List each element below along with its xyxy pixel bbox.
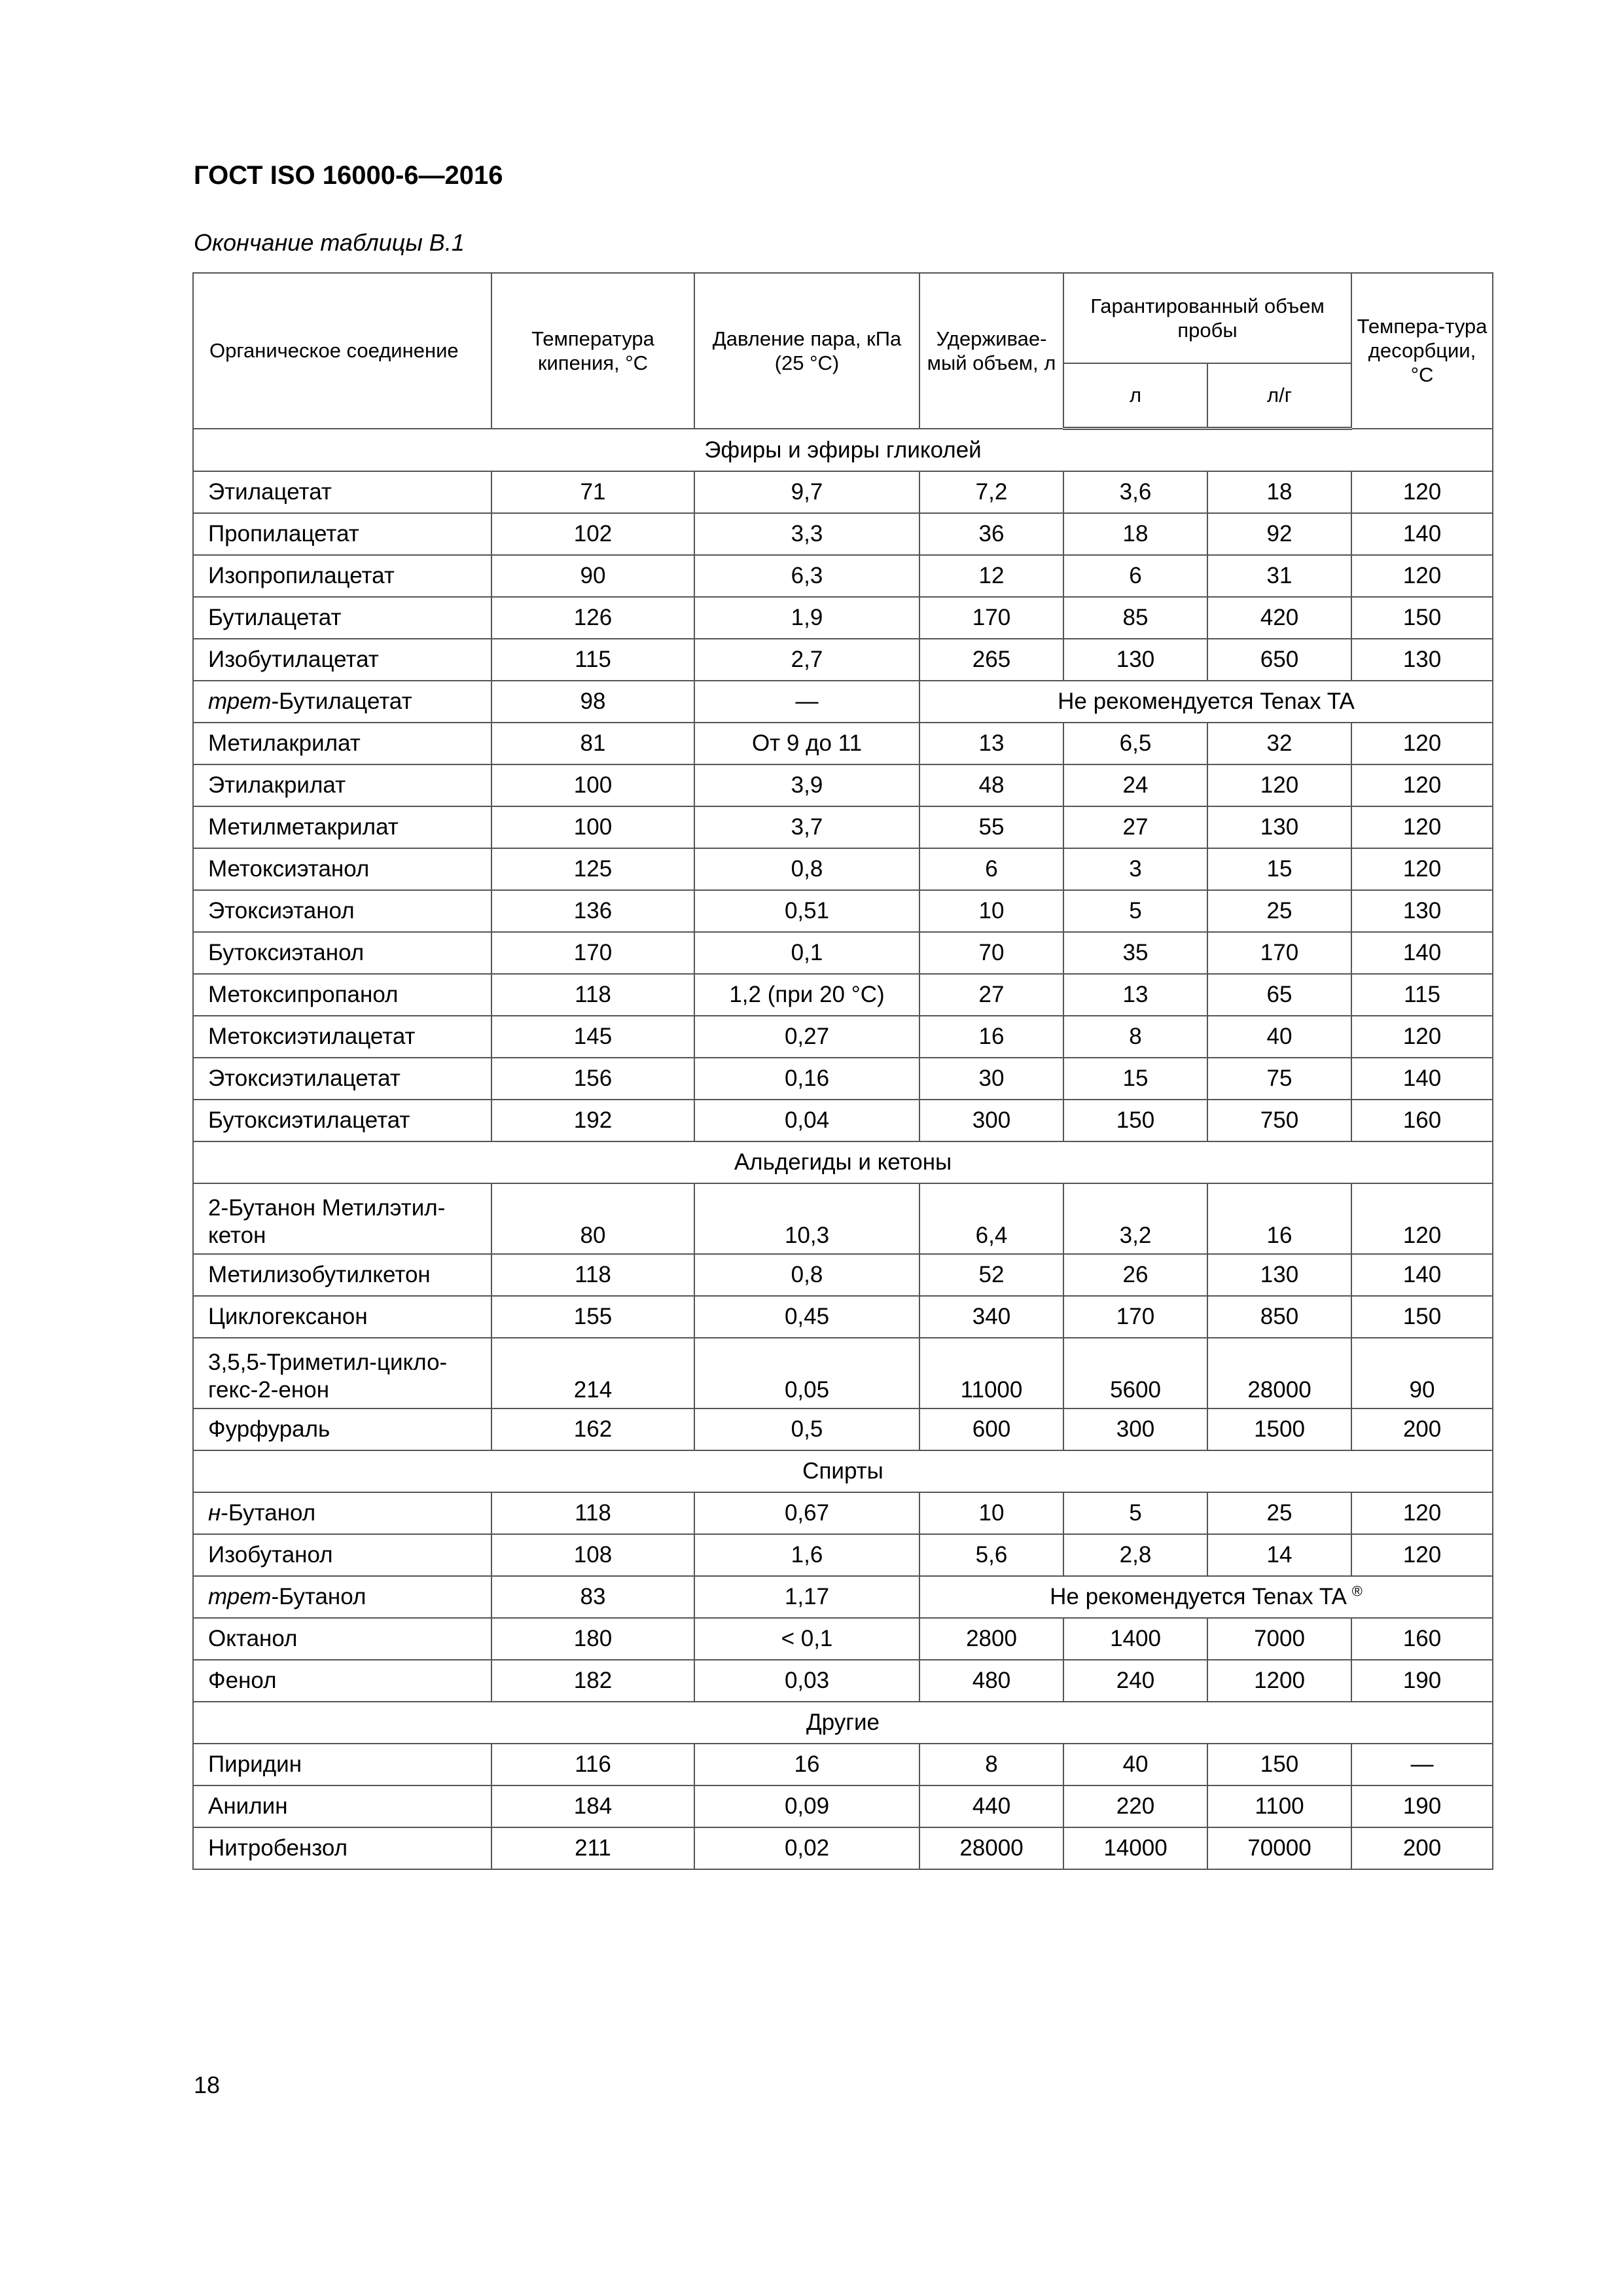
volume-lg-cell: 25 bbox=[1207, 890, 1351, 932]
volume-l-cell: 18 bbox=[1063, 513, 1207, 555]
compound-name bbox=[193, 723, 491, 764]
table-row bbox=[193, 1576, 1493, 1618]
compound-label: Октанол bbox=[208, 1626, 298, 1651]
compound-name bbox=[193, 848, 491, 890]
boiling-point-cell: 102 bbox=[491, 513, 694, 555]
retention-volume-cell: 170 bbox=[919, 597, 1063, 639]
volume-lg-cell: 1500 bbox=[1207, 1408, 1351, 1450]
boiling-point-cell: 118 bbox=[491, 1254, 694, 1296]
volume-lg-cell: 75 bbox=[1207, 1058, 1351, 1100]
header-guaranteed-volume: Гарантированный объем пробы bbox=[1063, 273, 1351, 363]
volume-l-cell: 220 bbox=[1063, 1785, 1207, 1827]
vapor-pressure-cell: 2,7 bbox=[694, 639, 919, 681]
section-title: Спирты bbox=[193, 1450, 1493, 1492]
header-volume-l: л bbox=[1063, 363, 1207, 429]
compound-name bbox=[193, 681, 491, 723]
retention-volume-cell: 10 bbox=[919, 890, 1063, 932]
boiling-point-cell: 211 bbox=[491, 1827, 694, 1869]
desorption-temp-cell: 150 bbox=[1351, 1296, 1493, 1338]
volume-lg-cell: 16 bbox=[1207, 1183, 1351, 1254]
table-row bbox=[193, 555, 1493, 597]
volume-l-cell: 300 bbox=[1063, 1408, 1207, 1450]
compound-name bbox=[193, 471, 491, 513]
compound-name bbox=[193, 764, 491, 806]
compound-label: Метилакрилат bbox=[208, 730, 361, 756]
boiling-point-cell: 155 bbox=[491, 1296, 694, 1338]
vapor-pressure-cell: 0,02 bbox=[694, 1827, 919, 1869]
boiling-point-cell: 100 bbox=[491, 806, 694, 848]
volume-l-cell: 5 bbox=[1063, 1492, 1207, 1534]
desorption-temp-cell: 115 bbox=[1351, 974, 1493, 1016]
volume-lg-cell: 170 bbox=[1207, 932, 1351, 974]
boiling-point-cell: 116 bbox=[491, 1744, 694, 1785]
note-cell bbox=[919, 681, 1493, 723]
volume-lg-cell: 28000 bbox=[1207, 1338, 1351, 1408]
volume-lg-cell: 15 bbox=[1207, 848, 1351, 890]
table-row bbox=[193, 1827, 1493, 1869]
compound-label: Этилакрилат bbox=[208, 772, 346, 798]
compound-label: Циклогексанон bbox=[208, 1304, 368, 1329]
desorption-temp-cell: 190 bbox=[1351, 1785, 1493, 1827]
volume-l-cell: 3,6 bbox=[1063, 471, 1207, 513]
desorption-temp-cell: 120 bbox=[1351, 555, 1493, 597]
section-row bbox=[193, 429, 1493, 472]
compound-label: 3,5,5-Триметил-цикло-гекс-2-енон bbox=[208, 1350, 448, 1403]
vapor-pressure-cell: 9,7 bbox=[694, 471, 919, 513]
compound-name bbox=[193, 1183, 491, 1254]
vapor-pressure-cell: 0,09 bbox=[694, 1785, 919, 1827]
vapor-pressure-cell: 0,67 bbox=[694, 1492, 919, 1534]
compound-label: Нитробензол bbox=[208, 1835, 348, 1861]
table-row bbox=[193, 513, 1493, 555]
vapor-pressure-cell: 0,27 bbox=[694, 1016, 919, 1058]
retention-volume-cell: 440 bbox=[919, 1785, 1063, 1827]
desorption-temp-cell: 90 bbox=[1351, 1338, 1493, 1408]
volume-l-cell: 150 bbox=[1063, 1100, 1207, 1141]
vapor-pressure-cell: От 9 до 11 bbox=[694, 723, 919, 764]
compound-name bbox=[193, 1744, 491, 1785]
desorption-temp-cell: 150 bbox=[1351, 597, 1493, 639]
compound-prefix: трет bbox=[208, 689, 272, 714]
desorption-temp-cell: 130 bbox=[1351, 639, 1493, 681]
volume-l-cell: 2,8 bbox=[1063, 1534, 1207, 1576]
compound-label: Этоксиэтанол bbox=[208, 898, 355, 924]
compound-label: Метилизобутилкетон bbox=[208, 1262, 431, 1287]
desorption-temp-cell: 120 bbox=[1351, 471, 1493, 513]
vapor-pressure-cell: < 0,1 bbox=[694, 1618, 919, 1660]
boiling-point-cell: 184 bbox=[491, 1785, 694, 1827]
vapor-pressure-cell: 3,7 bbox=[694, 806, 919, 848]
table-row bbox=[193, 848, 1493, 890]
volume-l-cell: 27 bbox=[1063, 806, 1207, 848]
volume-l-cell: 1400 bbox=[1063, 1618, 1207, 1660]
desorption-temp-cell: 140 bbox=[1351, 1058, 1493, 1100]
volume-lg-cell: 120 bbox=[1207, 764, 1351, 806]
desorption-temp-cell: 140 bbox=[1351, 513, 1493, 555]
volume-lg-cell: 18 bbox=[1207, 471, 1351, 513]
volume-l-cell: 40 bbox=[1063, 1744, 1207, 1785]
vapor-pressure-cell: 1,17 bbox=[694, 1576, 919, 1618]
table-row bbox=[193, 806, 1493, 848]
boiling-point-cell: 214 bbox=[491, 1338, 694, 1408]
table-row bbox=[193, 1408, 1493, 1450]
section-row bbox=[193, 1702, 1493, 1744]
boiling-point-cell: 126 bbox=[491, 597, 694, 639]
table-row bbox=[193, 932, 1493, 974]
boiling-point-cell: 100 bbox=[491, 764, 694, 806]
boiling-point-cell: 180 bbox=[491, 1618, 694, 1660]
table-row bbox=[193, 639, 1493, 681]
compound-name bbox=[193, 1058, 491, 1100]
vapor-pressure-cell: 16 bbox=[694, 1744, 919, 1785]
vapor-pressure-cell: 0,05 bbox=[694, 1338, 919, 1408]
retention-volume-cell: 12 bbox=[919, 555, 1063, 597]
compound-name bbox=[193, 1618, 491, 1660]
compound-label: Фенол bbox=[208, 1668, 277, 1693]
volume-lg-cell: 65 bbox=[1207, 974, 1351, 1016]
header-retention-volume: Удерживае-мый объем, л bbox=[919, 273, 1063, 429]
volume-lg-cell: 130 bbox=[1207, 1254, 1351, 1296]
retention-volume-cell: 13 bbox=[919, 723, 1063, 764]
table-row bbox=[193, 1254, 1493, 1296]
boiling-point-cell: 145 bbox=[491, 1016, 694, 1058]
vapor-pressure-cell: 1,9 bbox=[694, 597, 919, 639]
volume-lg-cell: 14 bbox=[1207, 1534, 1351, 1576]
volume-l-cell: 8 bbox=[1063, 1016, 1207, 1058]
desorption-temp-cell: 140 bbox=[1351, 1254, 1493, 1296]
vapor-pressure-cell: 1,6 bbox=[694, 1534, 919, 1576]
table-row bbox=[193, 1058, 1493, 1100]
boiling-point-cell: 136 bbox=[491, 890, 694, 932]
retention-volume-cell: 36 bbox=[919, 513, 1063, 555]
data-table bbox=[192, 272, 1493, 1870]
volume-lg-cell: 70000 bbox=[1207, 1827, 1351, 1869]
compound-label: 2-Бутанон Метилэтил-кетон bbox=[208, 1195, 446, 1248]
volume-l-cell: 3,2 bbox=[1063, 1183, 1207, 1254]
table-row bbox=[193, 1534, 1493, 1576]
document-title: ГОСТ ISO 16000-6—2016 bbox=[194, 161, 503, 190]
vapor-pressure-cell: 0,51 bbox=[694, 890, 919, 932]
header-desorption-temp: Темпера-тура десорбции, °С bbox=[1351, 273, 1493, 429]
desorption-temp-cell: 160 bbox=[1351, 1618, 1493, 1660]
header-compound: Органическое соединение bbox=[193, 273, 491, 429]
retention-volume-cell: 300 bbox=[919, 1100, 1063, 1141]
volume-lg-cell: 40 bbox=[1207, 1016, 1351, 1058]
compound-name bbox=[193, 1254, 491, 1296]
section-title: Другие bbox=[193, 1702, 1493, 1744]
compound-prefix: трет bbox=[208, 1584, 272, 1609]
volume-l-cell: 5600 bbox=[1063, 1338, 1207, 1408]
retention-volume-cell: 600 bbox=[919, 1408, 1063, 1450]
vapor-pressure-cell: 0,04 bbox=[694, 1100, 919, 1141]
volume-l-cell: 14000 bbox=[1063, 1827, 1207, 1869]
volume-lg-cell: 150 bbox=[1207, 1744, 1351, 1785]
table-row bbox=[193, 1744, 1493, 1785]
table-row bbox=[193, 1296, 1493, 1338]
boiling-point-cell: 125 bbox=[491, 848, 694, 890]
vapor-pressure-cell: 0,1 bbox=[694, 932, 919, 974]
boiling-point-cell: 156 bbox=[491, 1058, 694, 1100]
table-row bbox=[193, 1660, 1493, 1702]
table-row bbox=[193, 597, 1493, 639]
table-row bbox=[193, 1492, 1493, 1534]
boiling-point-cell: 71 bbox=[491, 471, 694, 513]
boiling-point-cell: 108 bbox=[491, 1534, 694, 1576]
volume-l-cell: 13 bbox=[1063, 974, 1207, 1016]
header-vapor-pressure: Давление пара, кПа (25 °С) bbox=[694, 273, 919, 429]
section-title: Эфиры и эфиры гликолей bbox=[193, 429, 1493, 472]
table-row bbox=[193, 1618, 1493, 1660]
volume-l-cell: 6 bbox=[1063, 555, 1207, 597]
retention-volume-cell: 8 bbox=[919, 1744, 1063, 1785]
boiling-point-cell: 192 bbox=[491, 1100, 694, 1141]
compound-label: Пиридин bbox=[208, 1751, 302, 1777]
compound-label: Бутоксиэтилацетат bbox=[208, 1107, 410, 1133]
compound-label: Метоксипропанол bbox=[208, 982, 399, 1007]
vapor-pressure-cell: 6,3 bbox=[694, 555, 919, 597]
desorption-temp-cell: 140 bbox=[1351, 932, 1493, 974]
desorption-temp-cell: 120 bbox=[1351, 848, 1493, 890]
retention-volume-cell: 340 bbox=[919, 1296, 1063, 1338]
retention-volume-cell: 55 bbox=[919, 806, 1063, 848]
compound-label: Метоксиэтилацетат bbox=[208, 1024, 416, 1049]
vapor-pressure-cell: 0,5 bbox=[694, 1408, 919, 1450]
volume-l-cell: 35 bbox=[1063, 932, 1207, 974]
compound-name bbox=[193, 1576, 491, 1618]
desorption-temp-cell: 120 bbox=[1351, 764, 1493, 806]
table-row bbox=[193, 1100, 1493, 1141]
note-cell bbox=[919, 1576, 1493, 1618]
desorption-temp-cell: — bbox=[1351, 1744, 1493, 1785]
retention-volume-cell: 5,6 bbox=[919, 1534, 1063, 1576]
desorption-temp-cell: 120 bbox=[1351, 1534, 1493, 1576]
boiling-point-cell: 118 bbox=[491, 974, 694, 1016]
vapor-pressure-cell: 1,2 (при 20 °С) bbox=[694, 974, 919, 1016]
retention-volume-cell: 28000 bbox=[919, 1827, 1063, 1869]
compound-label: Фурфураль bbox=[208, 1416, 330, 1442]
retention-volume-cell: 52 bbox=[919, 1254, 1063, 1296]
retention-volume-cell: 70 bbox=[919, 932, 1063, 974]
retention-volume-cell: 30 bbox=[919, 1058, 1063, 1100]
compound-name bbox=[193, 1660, 491, 1702]
desorption-temp-cell: 120 bbox=[1351, 723, 1493, 764]
vapor-pressure-cell: 0,16 bbox=[694, 1058, 919, 1100]
boiling-point-cell: 83 bbox=[491, 1576, 694, 1618]
volume-lg-cell: 32 bbox=[1207, 723, 1351, 764]
table-header bbox=[193, 273, 1493, 429]
volume-lg-cell: 750 bbox=[1207, 1100, 1351, 1141]
desorption-temp-cell: 120 bbox=[1351, 806, 1493, 848]
compound-name bbox=[193, 513, 491, 555]
volume-lg-cell: 25 bbox=[1207, 1492, 1351, 1534]
retention-volume-cell: 2800 bbox=[919, 1618, 1063, 1660]
compound-label: -Бутанол bbox=[271, 1584, 366, 1609]
volume-lg-cell: 1200 bbox=[1207, 1660, 1351, 1702]
compound-name bbox=[193, 1100, 491, 1141]
compound-name bbox=[193, 1408, 491, 1450]
compound-prefix: н bbox=[208, 1500, 221, 1526]
desorption-temp-cell: 200 bbox=[1351, 1827, 1493, 1869]
compound-label: Изобутилацетат bbox=[208, 647, 379, 672]
retention-volume-cell: 6 bbox=[919, 848, 1063, 890]
volume-lg-cell: 31 bbox=[1207, 555, 1351, 597]
compound-name bbox=[193, 890, 491, 932]
volume-l-cell: 15 bbox=[1063, 1058, 1207, 1100]
volume-lg-cell: 92 bbox=[1207, 513, 1351, 555]
retention-volume-cell: 11000 bbox=[919, 1338, 1063, 1408]
compound-label: -Бутанол bbox=[221, 1500, 316, 1526]
retention-volume-cell: 480 bbox=[919, 1660, 1063, 1702]
compound-label: Метилметакрилат bbox=[208, 814, 399, 840]
retention-volume-cell: 6,4 bbox=[919, 1183, 1063, 1254]
retention-volume-cell: 265 bbox=[919, 639, 1063, 681]
desorption-temp-cell: 120 bbox=[1351, 1016, 1493, 1058]
volume-lg-cell: 130 bbox=[1207, 806, 1351, 848]
compound-name bbox=[193, 1016, 491, 1058]
page-number: 18 bbox=[194, 2072, 221, 2098]
compound-label: Изопропилацетат bbox=[208, 563, 395, 588]
volume-lg-cell: 7000 bbox=[1207, 1618, 1351, 1660]
retention-volume-cell: 27 bbox=[919, 974, 1063, 1016]
vapor-pressure-cell: 0,03 bbox=[694, 1660, 919, 1702]
compound-name bbox=[193, 639, 491, 681]
note-text: Не рекомендуется Tenax TA bbox=[1050, 1584, 1346, 1609]
desorption-temp-cell: 130 bbox=[1351, 890, 1493, 932]
compound-label: Этилацетат bbox=[208, 479, 332, 505]
volume-lg-cell: 1100 bbox=[1207, 1785, 1351, 1827]
compound-name bbox=[193, 1338, 491, 1408]
desorption-temp-cell: 200 bbox=[1351, 1408, 1493, 1450]
section-row bbox=[193, 1141, 1493, 1183]
boiling-point-cell: 90 bbox=[491, 555, 694, 597]
registered-mark: ® bbox=[1351, 1583, 1363, 1600]
section-row bbox=[193, 1450, 1493, 1492]
table-row bbox=[193, 471, 1493, 513]
desorption-temp-cell: 120 bbox=[1351, 1183, 1493, 1254]
retention-volume-cell: 16 bbox=[919, 1016, 1063, 1058]
table-row bbox=[193, 1183, 1493, 1254]
compound-name bbox=[193, 974, 491, 1016]
retention-volume-cell: 7,2 bbox=[919, 471, 1063, 513]
volume-l-cell: 170 bbox=[1063, 1296, 1207, 1338]
compound-label: Бутоксиэтанол bbox=[208, 940, 365, 965]
table-row bbox=[193, 681, 1493, 723]
volume-l-cell: 85 bbox=[1063, 597, 1207, 639]
retention-volume-cell: 10 bbox=[919, 1492, 1063, 1534]
desorption-temp-cell: 190 bbox=[1351, 1660, 1493, 1702]
vapor-pressure-cell: 0,8 bbox=[694, 848, 919, 890]
table-row bbox=[193, 1338, 1493, 1408]
table-row bbox=[193, 1016, 1493, 1058]
boiling-point-cell: 162 bbox=[491, 1408, 694, 1450]
boiling-point-cell: 81 bbox=[491, 723, 694, 764]
section-title: Альдегиды и кетоны bbox=[193, 1141, 1493, 1183]
compound-label: Этоксиэтилацетат bbox=[208, 1066, 401, 1091]
compound-label: Изобутанол bbox=[208, 1542, 333, 1568]
table-row bbox=[193, 974, 1493, 1016]
vapor-pressure-cell: 3,3 bbox=[694, 513, 919, 555]
vapor-pressure-cell: 10,3 bbox=[694, 1183, 919, 1254]
volume-lg-cell: 420 bbox=[1207, 597, 1351, 639]
header-boiling-point: Температура кипения, °С bbox=[491, 273, 694, 429]
boiling-point-cell: 118 bbox=[491, 1492, 694, 1534]
note-text: Не рекомендуется Tenax TA bbox=[1058, 689, 1355, 714]
volume-l-cell: 130 bbox=[1063, 639, 1207, 681]
desorption-temp-cell: 120 bbox=[1351, 1492, 1493, 1534]
compound-label: Бутилацетат bbox=[208, 605, 342, 630]
volume-lg-cell: 850 bbox=[1207, 1296, 1351, 1338]
table-row bbox=[193, 890, 1493, 932]
table-row bbox=[193, 1785, 1493, 1827]
header-volume-lg: л/г bbox=[1207, 363, 1351, 429]
retention-volume-cell: 48 bbox=[919, 764, 1063, 806]
vapor-pressure-cell: 3,9 bbox=[694, 764, 919, 806]
volume-l-cell: 3 bbox=[1063, 848, 1207, 890]
compound-label: Метоксиэтанол bbox=[208, 856, 370, 882]
table-row bbox=[193, 723, 1493, 764]
compound-label: Пропилацетат bbox=[208, 521, 359, 547]
boiling-point-cell: 98 bbox=[491, 681, 694, 723]
table-caption: Окончание таблицы В.1 bbox=[194, 229, 465, 256]
compound-name bbox=[193, 1827, 491, 1869]
compound-label: Анилин bbox=[208, 1793, 288, 1819]
boiling-point-cell: 182 bbox=[491, 1660, 694, 1702]
vapor-pressure-cell: — bbox=[694, 681, 919, 723]
desorption-temp-cell: 160 bbox=[1351, 1100, 1493, 1141]
compound-name bbox=[193, 1785, 491, 1827]
compound-name bbox=[193, 555, 491, 597]
boiling-point-cell: 170 bbox=[491, 932, 694, 974]
table-body bbox=[193, 429, 1493, 1870]
boiling-point-cell: 80 bbox=[491, 1183, 694, 1254]
volume-l-cell: 5 bbox=[1063, 890, 1207, 932]
boiling-point-cell: 115 bbox=[491, 639, 694, 681]
volume-l-cell: 24 bbox=[1063, 764, 1207, 806]
volume-l-cell: 6,5 bbox=[1063, 723, 1207, 764]
vapor-pressure-cell: 0,45 bbox=[694, 1296, 919, 1338]
compound-name bbox=[193, 597, 491, 639]
volume-l-cell: 26 bbox=[1063, 1254, 1207, 1296]
table-row bbox=[193, 764, 1493, 806]
vapor-pressure-cell: 0,8 bbox=[694, 1254, 919, 1296]
volume-lg-cell: 650 bbox=[1207, 639, 1351, 681]
compound-name bbox=[193, 1492, 491, 1534]
compound-name bbox=[193, 806, 491, 848]
volume-l-cell: 240 bbox=[1063, 1660, 1207, 1702]
compound-name bbox=[193, 1534, 491, 1576]
compound-name bbox=[193, 1296, 491, 1338]
compound-name bbox=[193, 932, 491, 974]
compound-label: -Бутилацетат bbox=[271, 689, 412, 714]
